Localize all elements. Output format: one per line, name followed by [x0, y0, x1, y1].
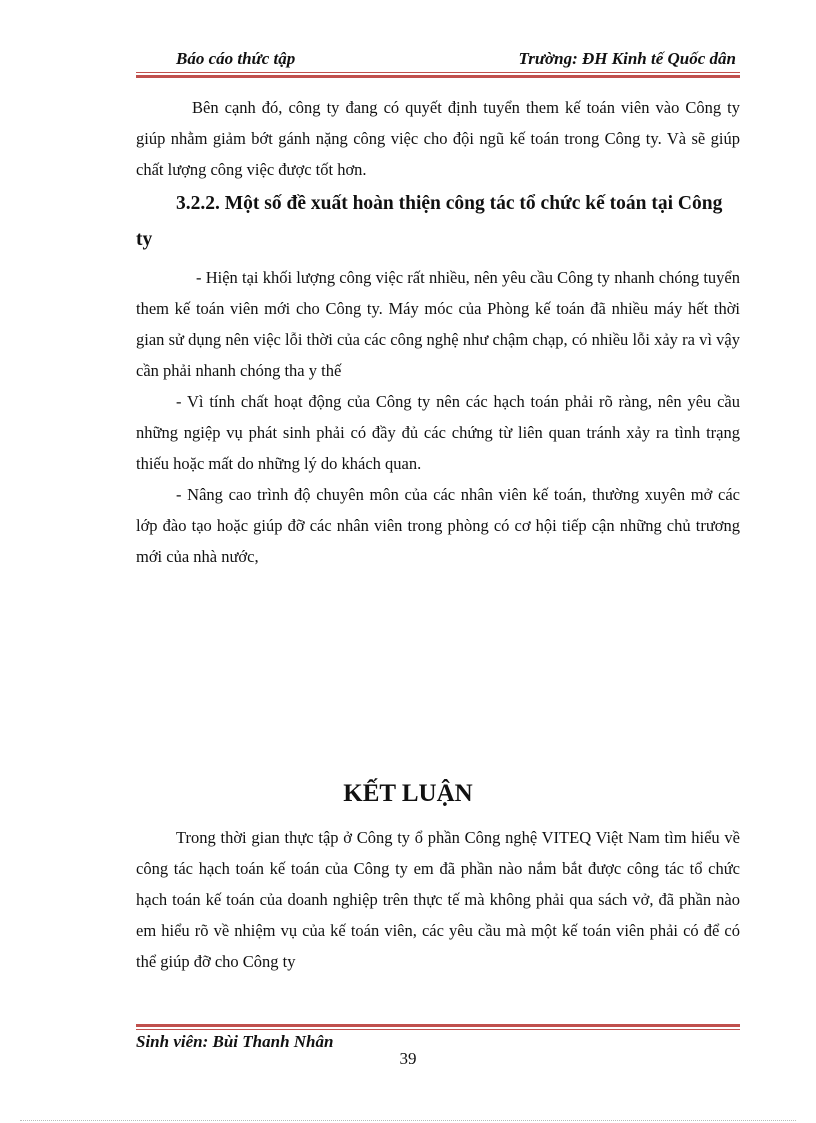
- conclusion-block: [136, 822, 740, 977]
- header-rule-thin: [136, 72, 740, 73]
- footer-rule-thin: [136, 1029, 740, 1030]
- proposals-block: [136, 262, 740, 572]
- conclusion-paragraph: Trong thời gian thực tập ở Công ty ổ phần Công nghệ VITEQ Việt Nam tìm hiểu về công tác hạch toán kế toán của Công ty em đã phần nào nắm bắt được công tác tổ chức hạch toán kế toán của doanh nghiệp trên thực tế mà không phải qua sách vở, đã phần nào em hiểu rõ về nhiệm vụ của kế toán viên, các yêu cầu mà một kế toán viên phải có để có thể giúp đỡ cho Công ty: [136, 828, 740, 971]
- intro-paragraph-block: [136, 92, 740, 185]
- proposal-item: - Hiện tại khối lượng công việc rất nhiều, nên yêu cầu Công ty nhanh chóng tuyển them kế toán viên mới cho Công ty. Máy móc của Phòng kế toán đã nhiều máy hết thời gian sử dụng nên việc lỗi thời của các công nghệ như chậm chạp, có nhiều lỗi xảy ra vì vậy cần phải nhanh chóng tha y thế: [136, 268, 740, 380]
- proposal-item: - Vì tính chất hoạt động của Công ty nên các hạch toán phải rõ ràng, nên yêu cầu những ngiệp vụ phát sinh phải có đầy đủ các chứng từ liên quan tránh xảy ra tình trạng thiếu hoặc mất do những lý do khách quan.: [136, 392, 740, 473]
- footer-student-name: Sinh viên: Bùi Thanh Nhân: [136, 1032, 334, 1051]
- header-report-title: Báo cáo thức tập: [176, 49, 296, 68]
- section-heading: 3.2.2. Một số đề xuất hoàn thiện công tác tổ chức kế toán tại Công ty: [136, 193, 723, 250]
- page-header: [136, 46, 740, 74]
- intro-paragraph: Bên cạnh đó, công ty đang có quyết định tuyển them kế toán viên vào Công ty giúp nhằm giảm bớt gánh nặng công việc cho đội ngũ kế toán trong Công ty. Và sẽ giúp chất lượng công việc được tốt hơn.: [136, 98, 740, 179]
- proposal-item: - Nâng cao trình độ chuyên môn của các nhân viên kế toán, thường xuyên mở các lớp đào tạo hoặc giúp đỡ các nhân viên trong phòng có cơ hội tiếp cận những chủ trương mới của nhà nước,: [136, 485, 740, 566]
- page-bottom-divider: [20, 1120, 796, 1121]
- page-number: 39: [399, 1049, 417, 1068]
- footer-rule-thick: [136, 1024, 740, 1027]
- conclusion-title: KẾT LUẬN: [343, 780, 473, 807]
- header-school-name: Trường: ĐH Kinh tế Quốc dân: [518, 49, 736, 68]
- header-rule-thick: [136, 75, 740, 78]
